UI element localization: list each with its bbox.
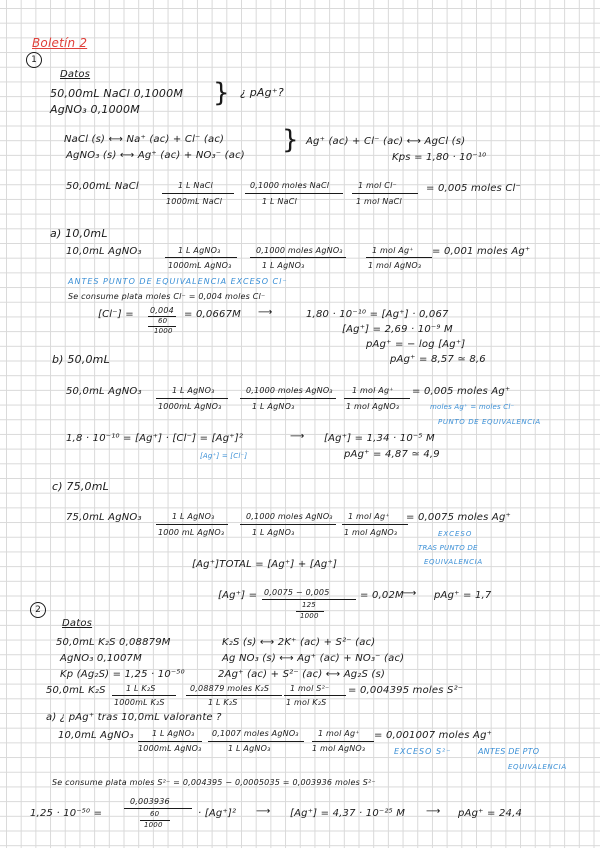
nacl-data: 50,00mL NaCl 0,1000M	[50, 87, 184, 100]
fraction-numerator: 0,004	[150, 306, 174, 315]
pag-result: pAg⁺ = 1,7	[434, 590, 492, 601]
pag-result: pAg⁺ = 8,57 ≃ 8,6	[390, 354, 486, 365]
fraction-denominator: 1 mol AgNO₃	[368, 261, 422, 270]
fraction-numerator: 1 mol Ag⁺	[318, 729, 360, 738]
fraction-denominator: 125	[302, 601, 316, 609]
fraction-denominator: 1000mL K₂S	[114, 698, 165, 707]
part-a-label: a) 10,0mL	[50, 227, 108, 240]
fraction-bar	[284, 695, 346, 696]
fraction-denominator: 1 L AgNO₃	[228, 744, 271, 753]
fraction-bar	[240, 524, 336, 525]
fraction-numerator: 0,1000 moles AgNO₃	[256, 246, 343, 255]
fraction-numerator: 0,003936	[130, 797, 170, 806]
fraction-bar	[156, 398, 228, 399]
fraction-bar	[165, 257, 237, 258]
note-annotation: ANTES DE PTO	[478, 747, 540, 756]
note-annotation: EXCESO	[438, 530, 473, 538]
fraction-bar	[312, 741, 374, 742]
fraction-numerator: 1 L AgNO₃	[152, 729, 195, 738]
consume-line: Se consume plata moles S²⁻ = 0,004395 − 0,0005035 = 0,003936 moles S²⁻	[52, 778, 376, 787]
part-b-label: b) 50,0mL	[52, 353, 110, 366]
fraction-bar	[366, 257, 432, 258]
fraction-denominator: 1 mol AgNO₃	[346, 402, 400, 411]
datos-label: Datos	[60, 69, 91, 80]
fraction-numerator: 1 L NaCl	[178, 181, 213, 190]
calc-result: = 0,005 moles Ag⁺	[412, 386, 511, 397]
fraction-numerator: 0,1000 moles AgNO₃	[246, 512, 333, 521]
calc-lead: 10,0mL AgNO₃	[58, 730, 134, 741]
fraction-bar	[162, 193, 234, 194]
fraction-bar	[352, 193, 418, 194]
arrow-icon: ⟶	[290, 431, 305, 442]
ag-concentration: [Ag⁺] = 1,34 · 10⁻⁵ M	[324, 433, 435, 444]
fraction-numerator: 0,1000 moles NaCl	[250, 181, 330, 190]
fraction-denominator: 1000 mL AgNO₃	[158, 528, 225, 537]
datos-label: Datos	[62, 618, 93, 629]
fraction-denominator: 1 mol AgNO₃	[344, 528, 398, 537]
calc-lead: 10,0mL AgNO₃	[66, 246, 142, 257]
fraction-numerator: 0,0075 − 0,005	[264, 588, 330, 597]
conc-result: = 0,0667M	[184, 309, 241, 320]
ag-concentration: [Ag⁺] = 2,69 · 10⁻⁹ M	[342, 324, 453, 335]
reaction-nacl: NaCl (s) ⟷ Na⁺ (ac) + Cl⁻ (ac)	[64, 134, 225, 145]
fraction-numerator: 1 mol Ag⁺	[372, 246, 414, 255]
part-a-label: a) ¿ pAg⁺ tras 10,0mL valorante ?	[46, 712, 222, 723]
calc-result: = 0,001007 moles Ag⁺	[374, 730, 493, 741]
page-title: Boletín 2	[32, 36, 88, 50]
conc-lead: [Cl⁻] =	[98, 309, 134, 320]
note-annotation: PUNTO DE EQUIVALENCIA	[438, 418, 541, 426]
fraction-denominator: 1000mL AgNO₃	[138, 744, 202, 753]
reaction-agno3: Ag NO₃ (s) ⟷ Ag⁺ (ac) + NO₃⁻ (ac)	[222, 653, 405, 664]
fraction-denominator: 1 L AgNO₃	[262, 261, 305, 270]
calc-lead: 50,0mL AgNO₃	[66, 386, 142, 397]
k2s-data: 50,0mL K₂S 0,08879M	[56, 637, 171, 648]
fraction-numerator: 1 L AgNO₃	[172, 512, 215, 521]
brace-icon: }	[213, 78, 230, 108]
fraction-denominator: 1000	[300, 612, 319, 620]
fraction-bar	[156, 524, 228, 525]
fraction-numerator: 0,1007 moles AgNO₃	[212, 729, 299, 738]
fraction-denominator: 1 L K₂S	[208, 698, 238, 707]
fraction-numerator: 1 mol Cl⁻	[358, 181, 397, 190]
conc-result: = 0,02M	[360, 590, 404, 601]
fraction-denominator: 1 mol K₂S	[286, 698, 327, 707]
brace-icon: }	[282, 125, 299, 155]
calc-result: = 0,0075 moles Ag⁺	[406, 512, 511, 523]
conc-lead: [Ag⁺] =	[218, 590, 258, 601]
calc-result: = 0,004395 moles S²⁻	[348, 685, 464, 696]
fraction-denominator: 1000mL AgNO₃	[168, 261, 232, 270]
fraction-bar	[208, 741, 304, 742]
note-annotation: EQUIVALENCIA	[424, 558, 483, 566]
kps-value: Kps = 1,80 · 10⁻¹⁰	[392, 152, 487, 163]
fraction-bar	[138, 741, 202, 742]
fraction-numerator: 0,1000 moles AgNO₃	[246, 386, 333, 395]
fraction-denominator: 1000mL AgNO₃	[158, 402, 222, 411]
fraction-numerator: 1 L K₂S	[126, 684, 156, 693]
reaction-agcl: Ag⁺ (ac) + Cl⁻ (ac) ⟷ AgCl (s)	[306, 136, 466, 147]
arrow-icon: ⟶	[402, 588, 417, 599]
fraction-bar	[250, 257, 346, 258]
reaction-ag2s: 2Ag⁺ (ac) + S²⁻ (ac) ⟷ Ag₂S (s)	[218, 669, 386, 680]
fraction-denominator: 60	[150, 810, 160, 818]
fraction-bar	[344, 398, 410, 399]
agno3-data: AgNO₃ 0,1007M	[60, 653, 142, 664]
question: ¿ pAg⁺?	[240, 86, 284, 99]
fraction-denominator: 1 L AgNO₃	[252, 402, 295, 411]
reaction-k2s: K₂S (s) ⟷ 2K⁺ (ac) + S²⁻ (ac)	[222, 637, 376, 648]
fraction-bar	[112, 695, 176, 696]
part-c-label: c) 75,0mL	[52, 480, 109, 493]
note-annotation: EXCESO S²⁻	[394, 747, 452, 756]
fraction-bar	[262, 599, 356, 600]
fraction-numerator: 1 mol S²⁻	[290, 684, 330, 693]
final-lead: 1,25 · 10⁻⁵⁰ =	[30, 808, 103, 819]
total-line: [Ag⁺]TOTAL = [Ag⁺] + [Ag⁺]	[192, 559, 338, 570]
arrow-icon: ⟶	[258, 307, 273, 318]
fraction-denominator: 1000	[154, 327, 173, 335]
calc-result: = 0,001 moles Ag⁺	[432, 246, 531, 257]
fraction-denominator: 1000	[144, 821, 163, 829]
calc-lead: 50,00mL NaCl	[66, 181, 139, 192]
fraction-numerator: 1 L AgNO₃	[178, 246, 221, 255]
fraction-denominator: 1 L AgNO₃	[252, 528, 295, 537]
pag-result: pAg⁺ = 4,87 ≃ 4,9	[344, 449, 440, 460]
pag-result: pAg⁺ = 24,4	[458, 808, 523, 819]
agno3-data: AgNO₃ 0,1000M	[50, 103, 140, 116]
calc-result: = 0,005 moles Cl⁻	[426, 183, 521, 194]
note-annotation: ANTES PUNTO DE EQUIVALENCIA EXCESO Cl⁻	[68, 277, 288, 286]
fraction-bar	[124, 808, 192, 809]
fraction-denominator: 1000mL NaCl	[166, 197, 223, 206]
arrow-icon: ⟶	[426, 806, 441, 817]
fraction-numerator: 1 mol Ag⁺	[348, 512, 390, 521]
equilibrium-line: 1,8 · 10⁻¹⁰ = [Ag⁺] · [Cl⁻] = [Ag⁺]²	[66, 433, 244, 444]
pag-definition: pAg⁺ = − log [Ag⁺]	[366, 339, 466, 350]
note-annotation: [Ag⁺] = [Cl⁻]	[200, 452, 248, 460]
arrow-icon: ⟶	[256, 806, 271, 817]
fraction-bar	[342, 524, 408, 525]
problem-number-1: 1	[26, 52, 42, 68]
fraction-numerator: 1 L AgNO₃	[172, 386, 215, 395]
ag-concentration: [Ag⁺] = 4,37 · 10⁻²⁵ M	[290, 808, 406, 819]
problem-number-2: 2	[30, 602, 46, 618]
fraction-numerator: 0,08879 moles K₂S	[190, 684, 270, 693]
note-annotation: EQUIVALENCIA	[508, 763, 567, 771]
reaction-agno3: AgNO₃ (s) ⟷ Ag⁺ (ac) + NO₃⁻ (ac)	[66, 150, 245, 161]
calc-lead: 50,0mL K₂S	[46, 685, 106, 696]
fraction-bar	[240, 398, 336, 399]
fraction-denominator: 1 mol AgNO₃	[312, 744, 366, 753]
kp-data: Kp (Ag₂S) = 1,25 · 10⁻⁵⁰	[60, 669, 185, 680]
fraction-denominator: 1 mol NaCl	[356, 197, 402, 206]
final-rest: · [Ag⁺]²	[198, 808, 237, 819]
fraction-bar	[186, 695, 282, 696]
calc-lead: 75,0mL AgNO₃	[66, 512, 142, 523]
fraction-denominator: 1 L NaCl	[262, 197, 297, 206]
fraction-denominator: 60	[158, 317, 168, 325]
fraction-bar	[245, 193, 343, 194]
fraction-numerator: 1 mol Ag⁺	[352, 386, 394, 395]
note-annotation: moles Ag⁺ = moles Cl⁻	[430, 403, 515, 411]
note-annotation: TRAS PUNTO DE	[418, 544, 478, 552]
consume-line: Se consume plata moles Cl⁻ = 0,004 moles Cl⁻	[68, 292, 266, 301]
kps-equation: 1,80 · 10⁻¹⁰ = [Ag⁺] · 0,067	[306, 309, 449, 320]
